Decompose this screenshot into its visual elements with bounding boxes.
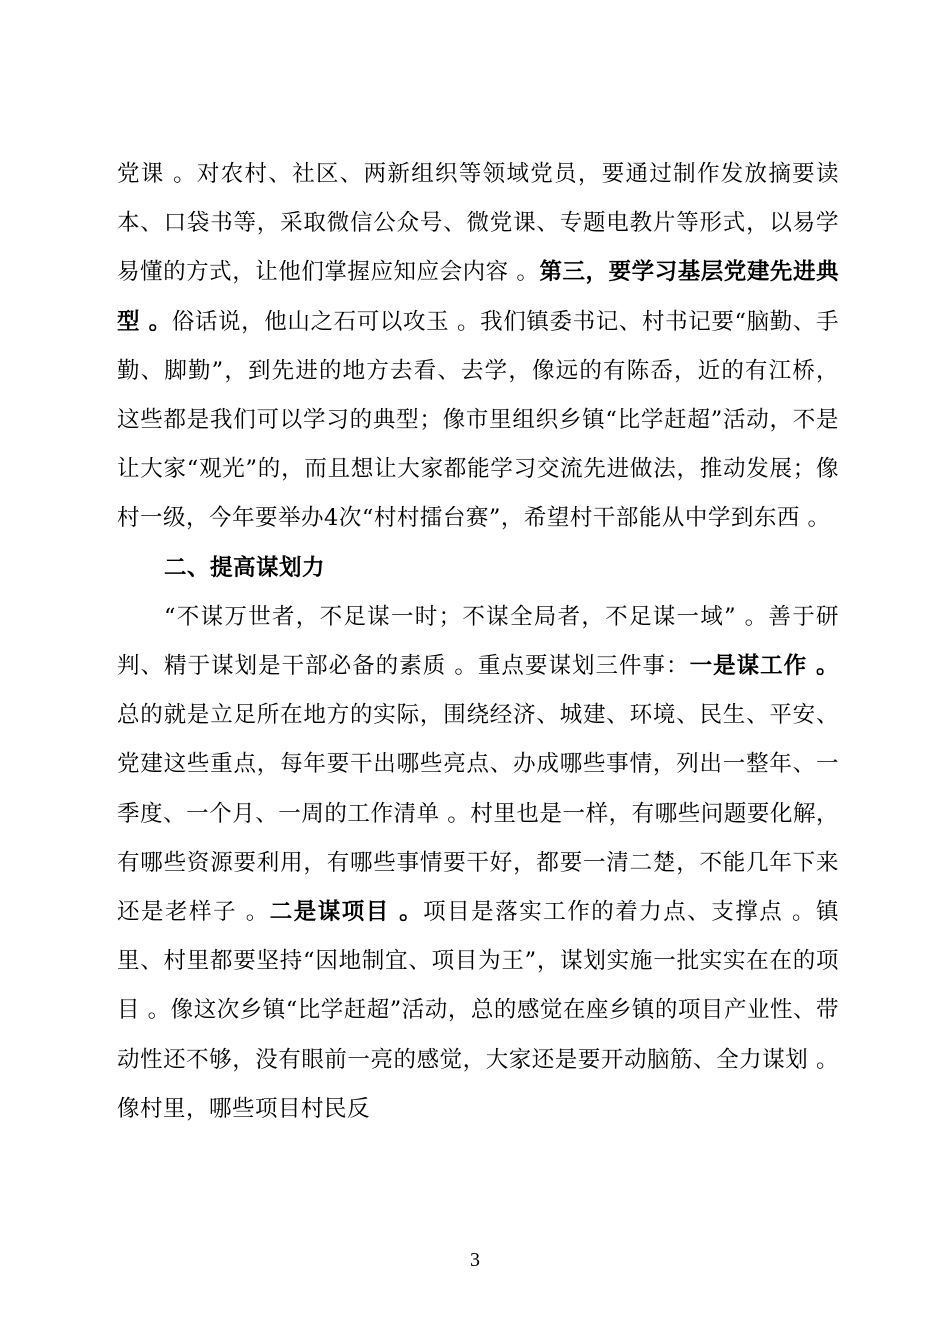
bold-run-plan-work: 一是谋工作 。	[689, 653, 839, 680]
paragraph-planning	[117, 593, 839, 1134]
paragraph-run: 党课 。对农村、社区、两新组织等领域党员，要通过制作发放摘要读本、口袋书等，采取微信公众号、微党课、专题电教片等形式，以易学易懂的方式，让他们掌握应知应会内容 。	[117, 161, 839, 286]
paragraph-run: 总的就是立足所在地方的实际，围绕经济、城建、环境、民生、平安、党建这些重点，每年要干出哪些亮点、办成哪些事情，列出一整年、一季度、一个月、一周的工作清单 。村里也是一样，有哪些问题要化解，有哪些资源要利用，有哪些事情要干好，都要一清二楚，不能几年下来还是老样子 。	[117, 702, 839, 926]
page-number: 3	[470, 1249, 480, 1271]
paragraph-run: 项目是落实工作的着力点、支撑点 。镇里、村里都要坚持“因地制宜、项目为王”，谋划实施一批实实在在的项目 。像这次乡镇“比学赶超”活动，总的感觉在座乡镇的项目产业性、带动性还不够，没有眼前一亮的感觉，大家还是要开动脑筋、全力谋划 。像村里，哪些项目村民反	[117, 899, 839, 1122]
bold-run-third-point: 第三，要学习基层党建先进典型 。	[117, 259, 839, 335]
paragraph-run: 俗话说，他山之石可以攻玉 。我们镇委书记、村书记要“脑勤、手勤、脚勤”，到先进的地方去看、去学，像远的有陈岙，近的有江桥，这些都是我们可以学习的典型；像市里组织乡镇“比学赶超”活动，不是让大家“观光”的，而且想让大家都能学习交流先进做法，推动发展；像村一级，今年要举办4次“村村擂台赛”，希望村干部能从中学到东西 。	[117, 308, 839, 532]
paragraph-party-study	[117, 150, 839, 544]
document-body	[117, 150, 839, 1134]
bold-run-plan-projects: 二是谋项目 。	[269, 899, 424, 926]
paragraph-run: “不谋万世者，不足谋一时；不谋全局者，不足谋一域” 。善于研判、精于谋划是干部必备的素质 。重点要谋划三件事：	[117, 603, 839, 680]
section-heading: 二、提高谋划力	[164, 554, 326, 581]
